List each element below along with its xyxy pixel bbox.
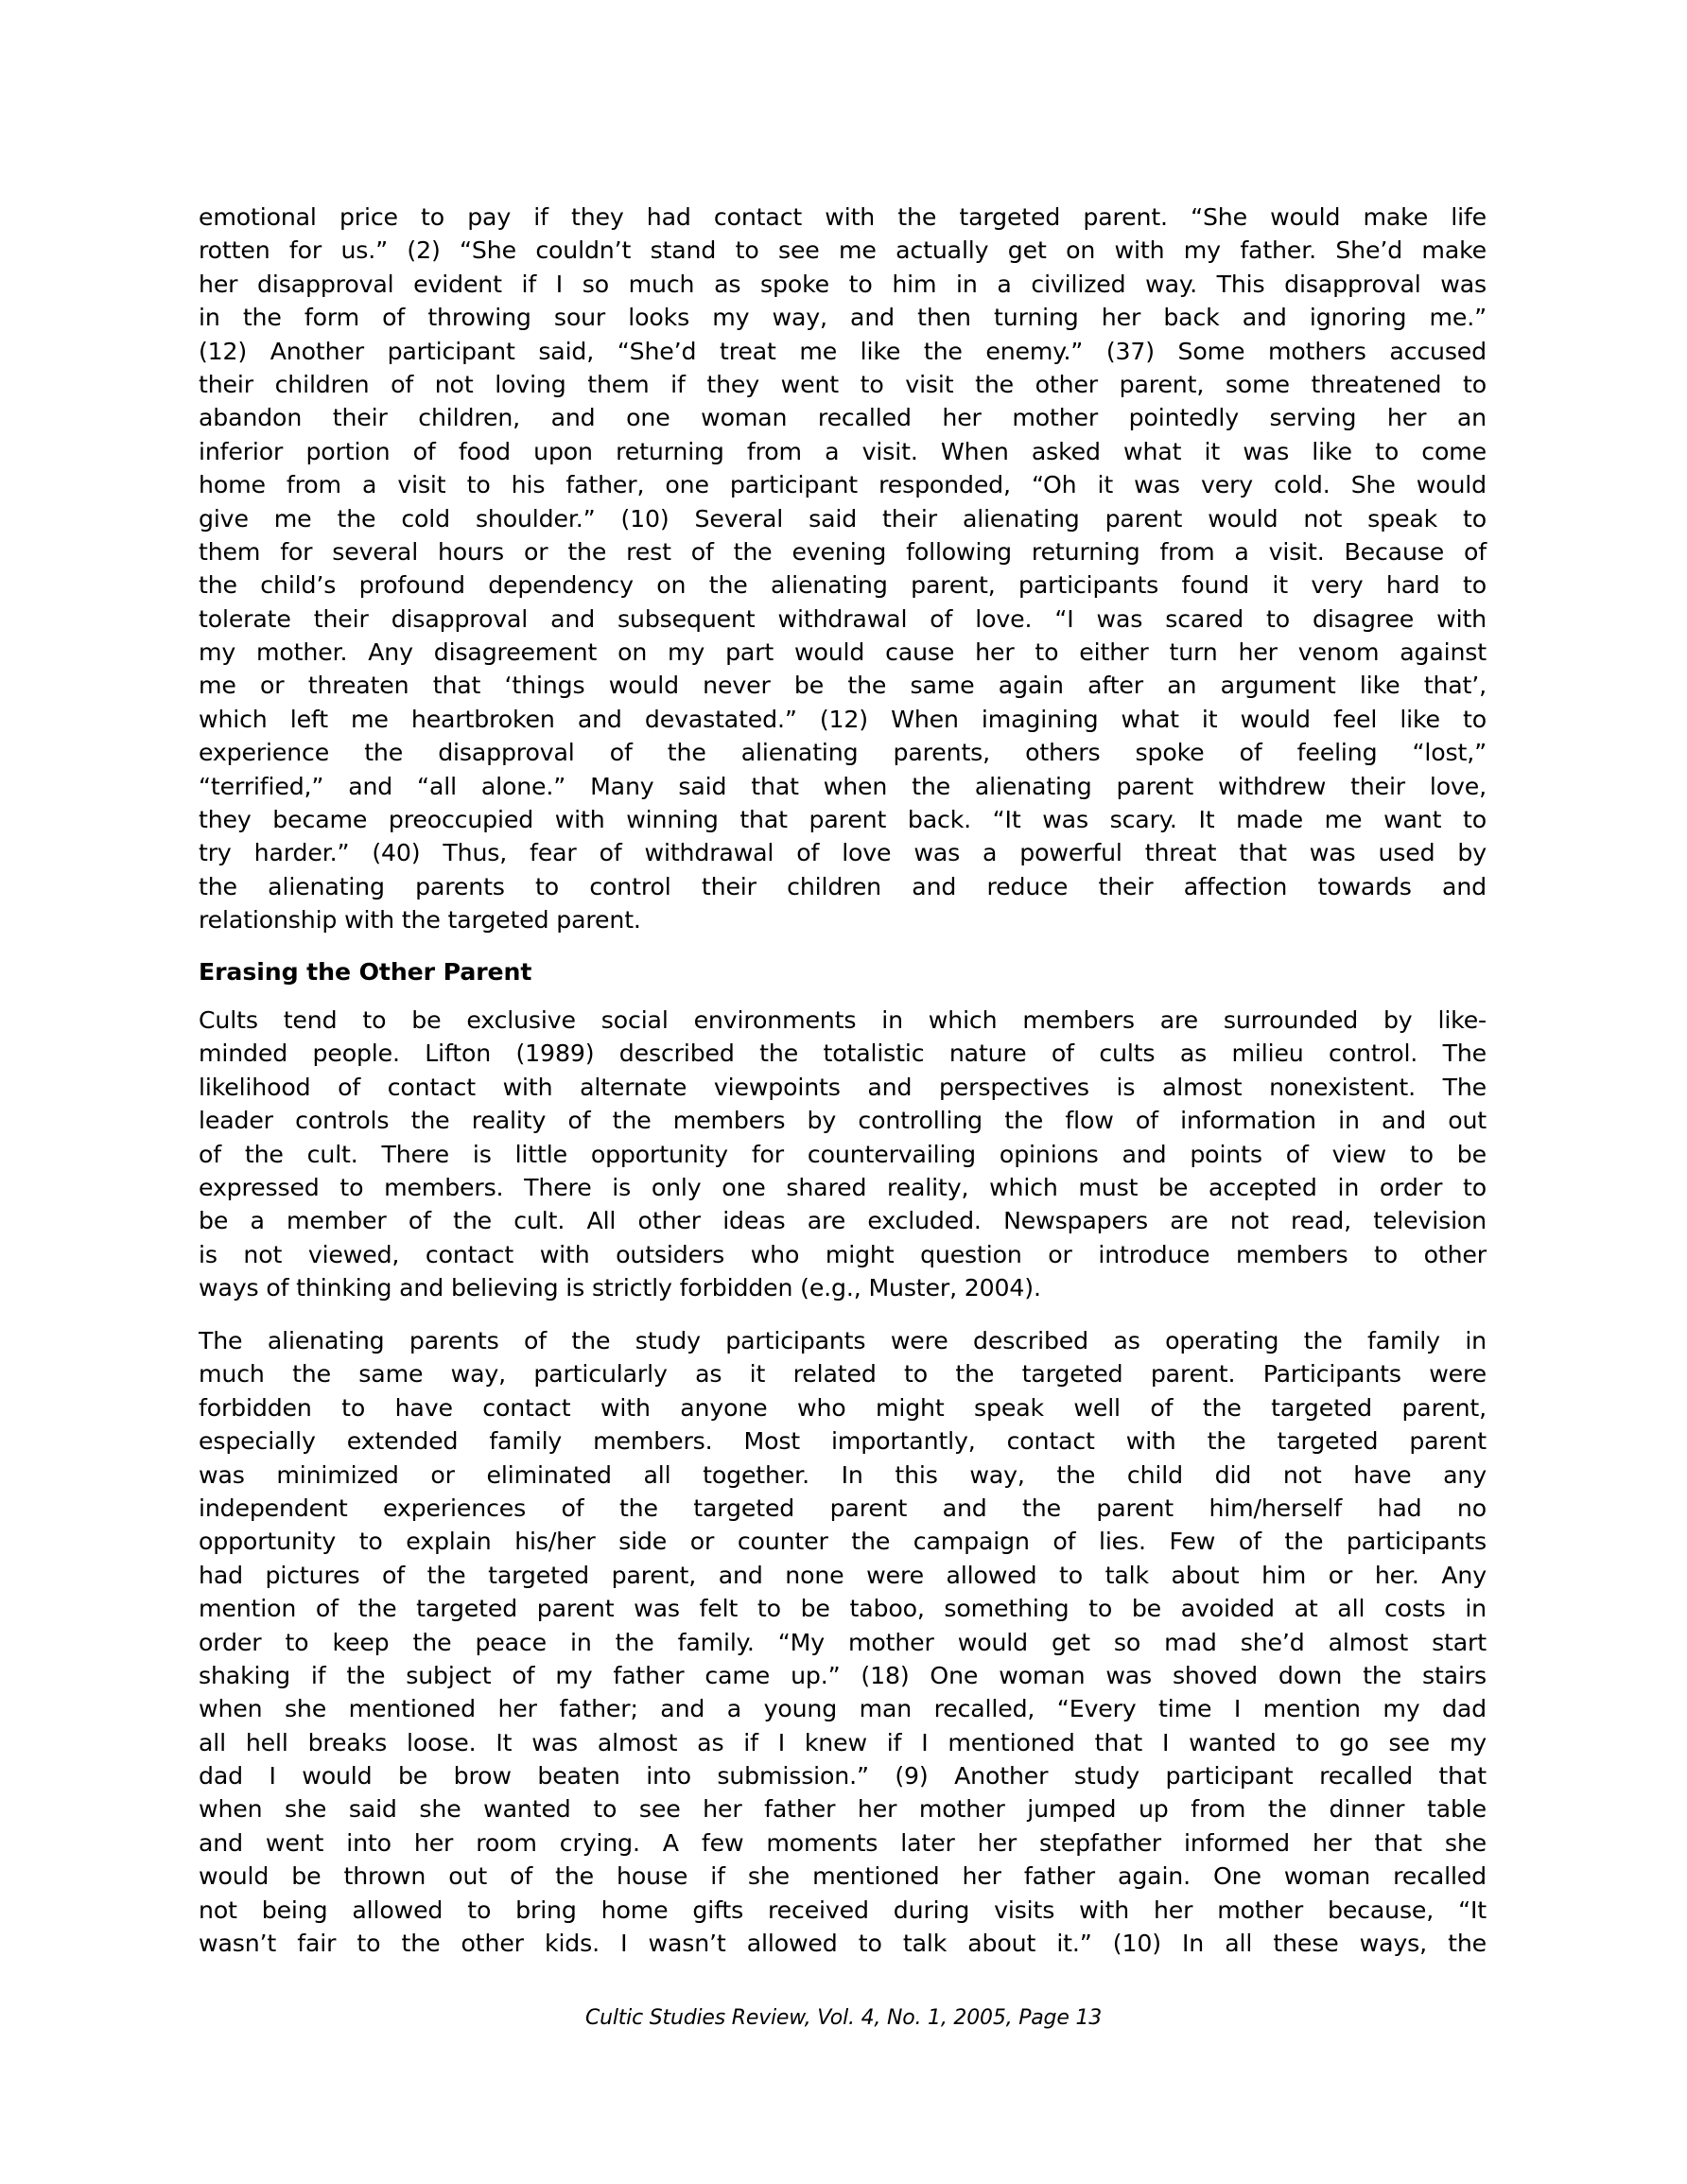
text-line: her disapproval evident if I so much as spoke to him in a civilized way. This disapproval was — [199, 270, 1487, 298]
text-line: them for several hours or the rest of the evening following returning from a visit. Because of — [199, 537, 1487, 566]
text-line: inferior portion of food upon returning from a visit. When asked what it was like to come — [199, 437, 1487, 465]
text-line: likelihood of contact with alternate viewpoints and perspectives is almost nonexistent. The — [199, 1073, 1487, 1101]
text-line: forbidden to have contact with anyone who might speak well of the targeted parent, — [199, 1393, 1487, 1422]
text-line: they became preoccupied with winning that parent back. “It was scary. It made me want to — [199, 806, 1487, 834]
text-line: and went into her room crying. A few moments later her stepfather informed her that she — [199, 1828, 1487, 1857]
text-line: which left me heartbroken and devastated.” (12) When imagining what it would feel like to — [199, 705, 1487, 733]
paragraph-withdrawal-of-love — [199, 201, 1487, 937]
text-line: the child’s profound dependency on the alienating parent, participants found it very hard to — [199, 571, 1487, 600]
text-line: rotten for us.” (2) “She couldn’t stand to see me actually get on with my father. She’d make — [199, 236, 1487, 265]
text-line: much the same way, particularly as it related to the targeted parent. Participants were — [199, 1360, 1487, 1389]
text-line: is not viewed, contact with outsiders who might question or introduce members to other — [199, 1240, 1487, 1268]
text-line: home from a visit to his father, one participant responded, “Oh it was very cold. She would — [199, 471, 1487, 499]
text-line: ways of thinking and believing is strictly forbidden (e.g., Muster, 2004). — [199, 1274, 1041, 1302]
text-line: (12) Another participant said, “She’d treat me like the enemy.” (37) Some mothers accused — [199, 337, 1487, 365]
text-line: experience the disapproval of the alienating parents, others spoke of feeling “lost,” — [199, 739, 1487, 767]
text-line: when she mentioned her father; and a young man recalled, “Every time I mention my dad — [199, 1695, 1487, 1723]
text-line: wasn’t fair to the other kids. I wasn’t allowed to talk about it.” (10) In all these ways, the — [199, 1930, 1487, 1958]
text-line: would be thrown out of the house if she mentioned her father again. One woman recalled — [199, 1862, 1487, 1891]
text-line: me or threaten that ‘things would never be the same again after an argument like that’, — [199, 672, 1487, 700]
text-line: The alienating parents of the study participants were described as operating the family in — [199, 1327, 1487, 1354]
text-line: especially extended family members. Most importantly, contact with the targeted parent — [199, 1427, 1487, 1456]
paragraph-cults-milieu-control — [199, 1004, 1487, 1305]
paragraph-alienating-parents — [199, 1324, 1487, 1960]
text-line: not being allowed to bring home gifts received during visits with her mother because, “It — [199, 1896, 1487, 1924]
page-footer-citation: Cultic Studies Review, Vol. 4, No. 1, 2005, Page 13 — [584, 2006, 1103, 2030]
text-line: give me the cold shoulder.” (10) Several said their alienating parent would not speak to — [199, 504, 1487, 533]
text-line: relationship with the targeted parent. — [199, 906, 641, 935]
text-line: shaking if the subject of my father came up.” (18) One woman was shoved down the stairs — [199, 1661, 1487, 1689]
text-line: of the cult. There is little opportunity for countervailing opinions and points of view to be — [199, 1140, 1487, 1168]
text-line: all hell breaks loose. It was almost as if I knew if I mentioned that I wanted to go see my — [199, 1728, 1487, 1756]
text-line: emotional price to pay if they had contact with the targeted parent. “She would make life — [199, 203, 1487, 231]
text-line: expressed to members. There is only one shared reality, which must be accepted in order to — [199, 1173, 1487, 1201]
text-line: try harder.” (40) Thus, fear of withdrawal of love was a powerful threat that was used by — [199, 839, 1487, 867]
text-line: minded people. Lifton (1989) described the totalistic nature of cults as milieu control. The — [199, 1040, 1487, 1068]
text-line: was minimized or eliminated all together. In this way, the child did not have any — [199, 1460, 1487, 1489]
text-line: tolerate their disapproval and subsequent withdrawal of love. “I was scared to disagree with — [199, 604, 1487, 633]
text-line: had pictures of the targeted parent, and none were allowed to talk about him or her. Any — [199, 1561, 1487, 1589]
text-line: when she said she wanted to see her father her mother jumped up from the dinner table — [199, 1795, 1487, 1824]
text-line: opportunity to explain his/her side or counter the campaign of lies. Few of the participants — [199, 1528, 1487, 1556]
text-line: my mother. Any disagreement on my part would cause her to either turn her venom against — [199, 638, 1487, 667]
text-line: abandon their children, and one woman recalled her mother pointedly serving her an — [199, 404, 1487, 432]
text-line: in the form of throwing sour looks my way, and then turning her back and ignoring me.” — [199, 304, 1487, 332]
text-line: Cults tend to be exclusive social environments in which members are surrounded by like- — [199, 1006, 1487, 1034]
text-line: the alienating parents to control their children and reduce their affection towards and — [199, 872, 1487, 900]
text-line: independent experiences of the targeted parent and the parent him/herself had no — [199, 1494, 1487, 1522]
text-line: be a member of the cult. All other ideas are excluded. Newspapers are not read, television — [199, 1207, 1487, 1235]
section-heading: Erasing the Other Parent — [199, 958, 532, 986]
text-line: order to keep the peace in the family. “My mother would get so mad she’d almost start — [199, 1628, 1487, 1656]
text-line: mention of the targeted parent was felt to be taboo, something to be avoided at all costs in — [199, 1595, 1487, 1623]
text-line: “terrified,” and “all alone.” Many said that when the alienating parent withdrew their love, — [199, 772, 1487, 800]
text-line: leader controls the reality of the members by controlling the flow of information in and out — [199, 1107, 1487, 1135]
text-line: dad I would be brow beaten into submission.” (9) Another study participant recalled that — [199, 1762, 1487, 1791]
text-line: their children of not loving them if they went to visit the other parent, some threatened to — [199, 370, 1487, 398]
